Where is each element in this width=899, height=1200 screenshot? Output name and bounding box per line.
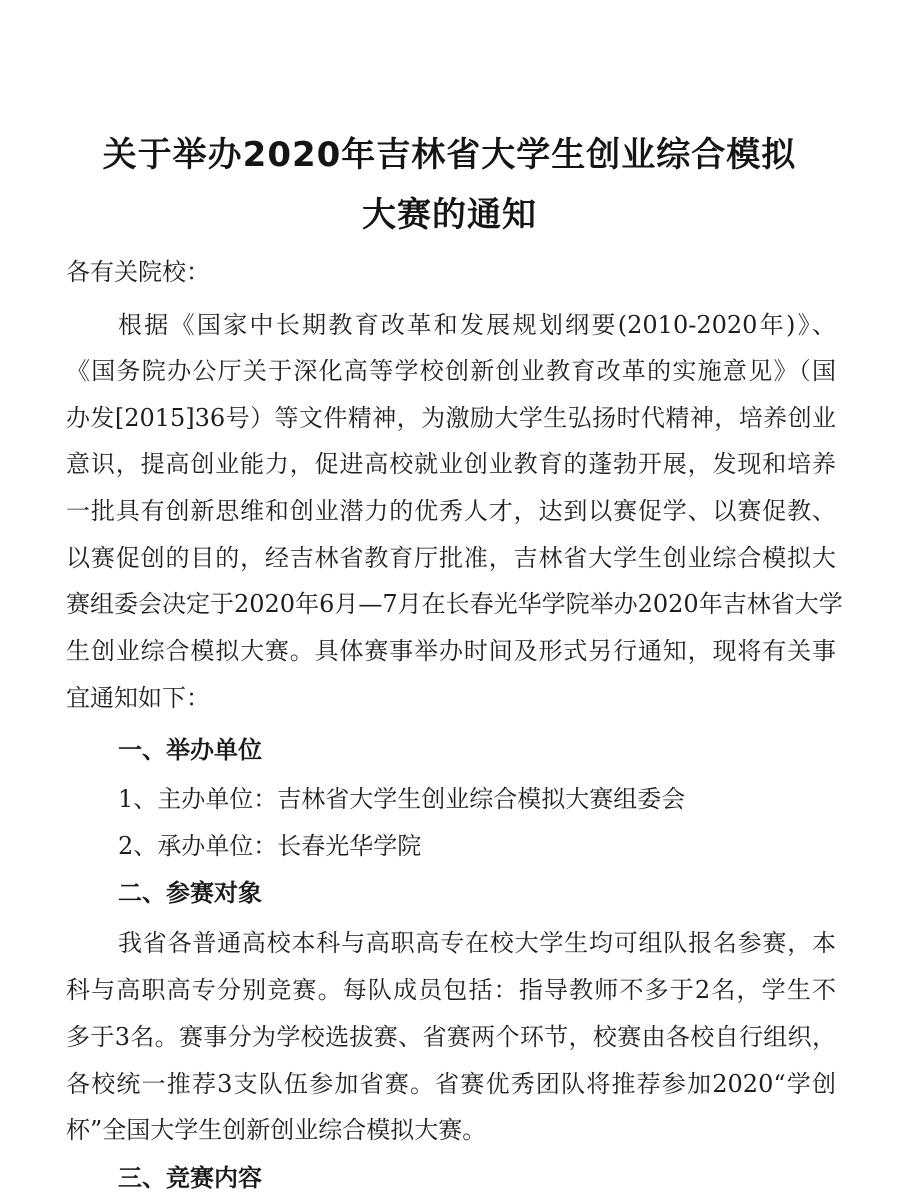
section-2-heading: 二、参赛对象 bbox=[118, 879, 262, 907]
document-title-line-1: 关于举办2020年吉林省大学生创业综合模拟 bbox=[102, 135, 797, 175]
section-1-item: 1、主办单位：吉林省大学生创业综合模拟大赛组委会 bbox=[118, 785, 686, 813]
paragraph-2-line: 各校统一推荐3支队伍参加省赛。省赛优秀团队将推荐参加2020“学创 bbox=[66, 1070, 836, 1098]
salutation: 各有关院校： bbox=[66, 258, 210, 286]
paragraph-2-line: 杯”全国大学生创新创业综合模拟大赛。 bbox=[66, 1116, 487, 1144]
paragraph-1-line: 一批具有创新思维和创业潜力的优秀人才，达到以赛促学、以赛促教、 bbox=[66, 497, 836, 525]
paragraph-2-line: 多于3名。赛事分为学校选拔赛、省赛两个环节，校赛由各校自行组织， bbox=[66, 1023, 836, 1051]
paragraph-1-line: 宜通知如下： bbox=[66, 684, 210, 712]
paragraph-1-line: 《国务院办公厅关于深化高等学校创新创业教育改革的实施意见》（国 bbox=[66, 357, 836, 385]
paragraph-1-line: 意识，提高创业能力，促进高校就业创业教育的蓬勃开展，发现和培养 bbox=[66, 450, 836, 478]
section-1-item: 2、承办单位：长春光华学院 bbox=[118, 832, 422, 860]
paragraph-1-line: 以赛促创的目的，经吉林省教育厅批准，吉林省大学生创业综合模拟大 bbox=[66, 544, 836, 572]
paragraph-1-line: 办发[2015]36号）等文件精神，为激励大学生弘扬时代精神，培养创业 bbox=[66, 404, 836, 432]
section-1-heading: 一、举办单位 bbox=[118, 736, 262, 764]
paragraph-1-line: 赛组委会决定于2020年6月—7月在长春光华学院举办2020年吉林省大学 bbox=[66, 590, 843, 618]
paragraph-1-line: 根据《国家中长期教育改革和发展规划纲要(2010-2020年)》、 bbox=[118, 311, 836, 339]
paragraph-1-line: 生创业综合模拟大赛。具体赛事举办时间及形式另行通知，现将有关事 bbox=[66, 637, 836, 665]
paragraph-2-line: 我省各普通高校本科与高职高专在校大学生均可组队报名参赛，本 bbox=[118, 929, 836, 957]
paragraph-2-line: 科与高职高专分别竞赛。每队成员包括：指导教师不多于2名，学生不 bbox=[66, 976, 836, 1004]
document-title-line-2: 大赛的通知 bbox=[362, 195, 537, 235]
section-3-heading: 三、竞赛内容 bbox=[118, 1164, 262, 1192]
